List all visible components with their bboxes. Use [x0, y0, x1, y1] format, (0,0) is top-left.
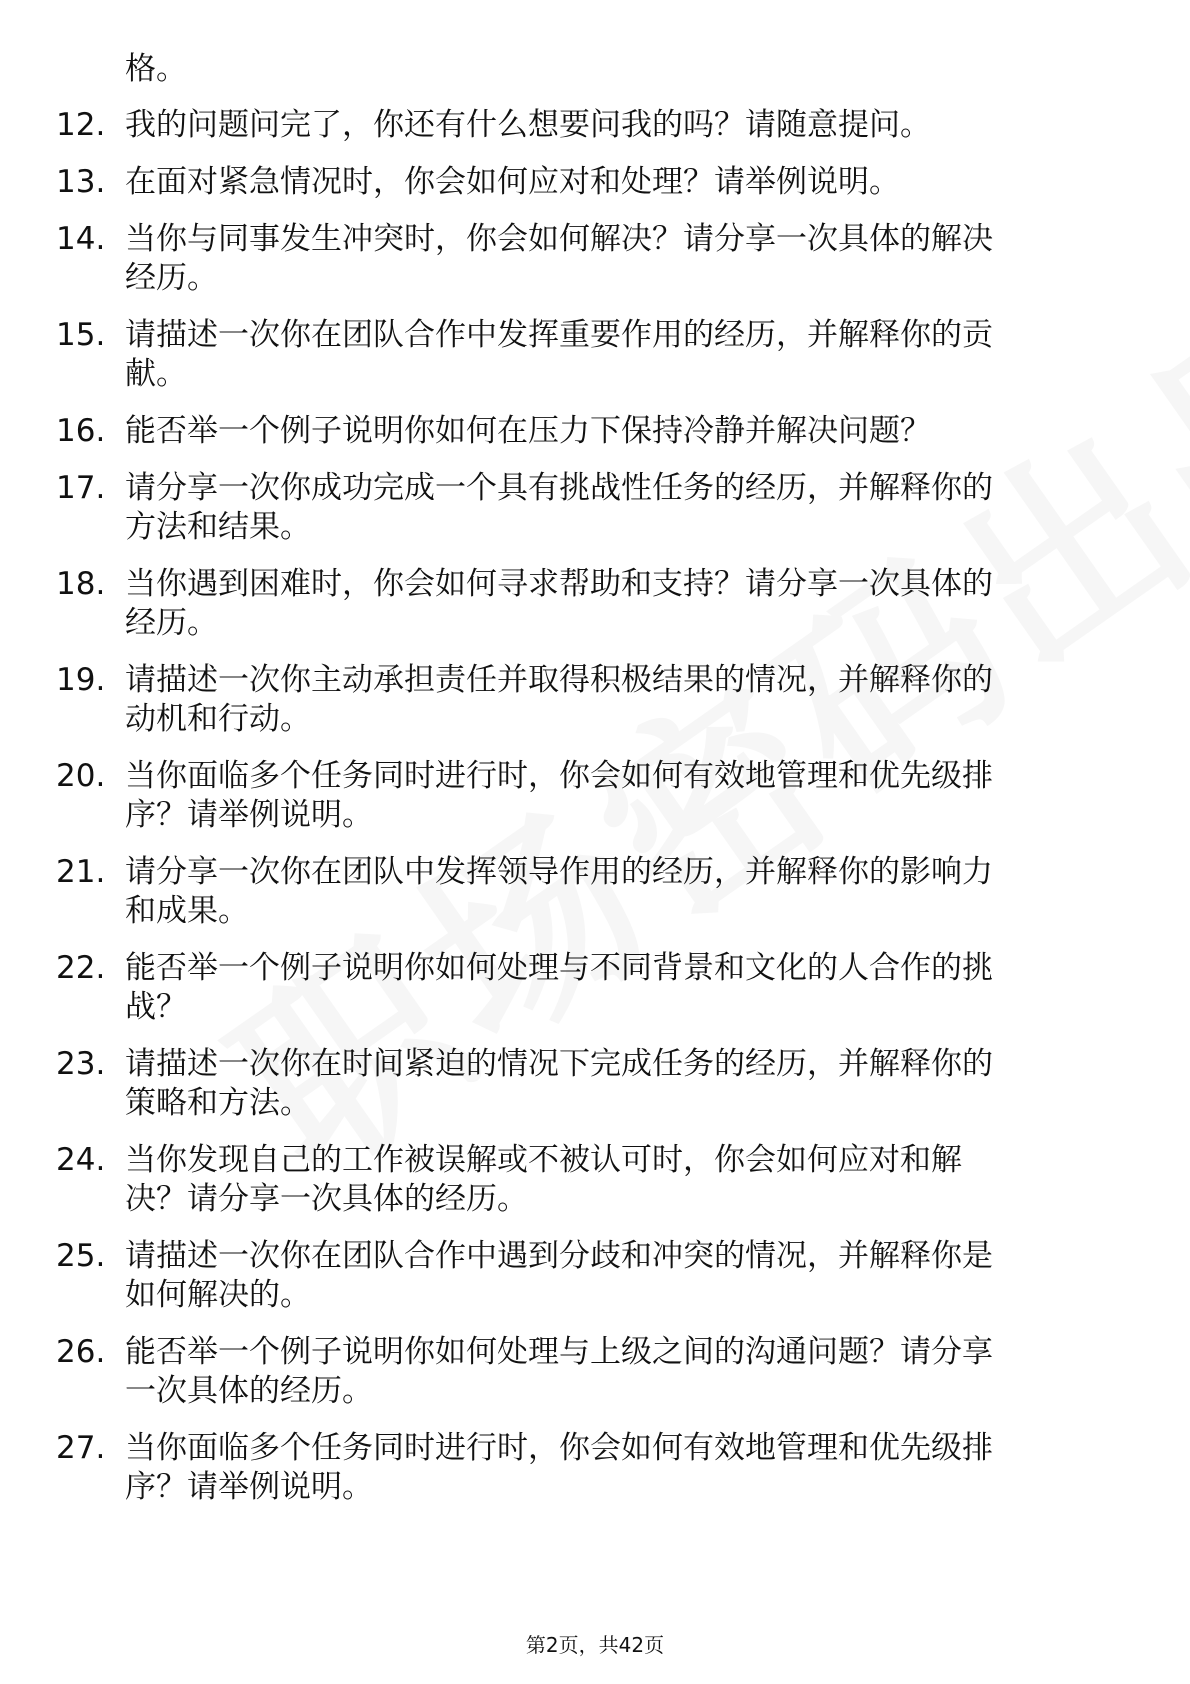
item-number: 27.: [56, 1430, 106, 1466]
item-text: 当你遇到困难时，你会如何寻求帮助和支持？请分享一次具体的: [125, 566, 993, 602]
list-item: [0, 659, 1190, 701]
list-item-continuation: [0, 1370, 1190, 1412]
item-text: 能否举一个例子说明你如何处理与不同背景和文化的人合作的挑: [125, 950, 993, 986]
list-item: [0, 755, 1190, 797]
item-number: 15.: [56, 317, 106, 353]
list-item-continuation: [0, 986, 1190, 1028]
list-item: [0, 1139, 1190, 1181]
list-item: [0, 563, 1190, 605]
list-item-continuation: [0, 1274, 1190, 1316]
item-text: 序？请举例说明。: [125, 1469, 373, 1505]
item-number: 22.: [56, 950, 106, 986]
item-text: 请描述一次你主动承担责任并取得积极结果的情况，并解释你的: [125, 662, 993, 698]
list-item: [0, 851, 1190, 893]
item-text: 请描述一次你在团队合作中遇到分歧和冲突的情况，并解释你是: [125, 1238, 993, 1274]
item-text: 当你面临多个任务同时进行时，你会如何有效地管理和优先级排: [125, 758, 993, 794]
item-text: 能否举一个例子说明你如何处理与上级之间的沟通问题？请分享: [125, 1334, 993, 1370]
item-number: 26.: [56, 1334, 106, 1370]
list-item: [0, 218, 1190, 260]
list-item-continuation: [0, 602, 1190, 644]
item-text: 当你与同事发生冲突时，你会如何解决？请分享一次具体的解决: [125, 221, 993, 257]
list-item-continuation: [0, 890, 1190, 932]
list-item: [0, 467, 1190, 509]
item-text: 请描述一次你在时间紧迫的情况下完成任务的经历，并解释你的: [125, 1046, 993, 1082]
item-text: 请分享一次你成功完成一个具有挑战性任务的经历，并解释你的: [125, 470, 993, 506]
list-item-continuation: [0, 506, 1190, 548]
item-number: 25.: [56, 1238, 106, 1274]
item-text: 动机和行动。: [125, 701, 311, 737]
list-item-continuation: [0, 257, 1190, 299]
item-text: 献。: [125, 356, 187, 392]
item-number: 14.: [56, 221, 106, 257]
item-text: 当你面临多个任务同时进行时，你会如何有效地管理和优先级排: [125, 1430, 993, 1466]
list-item-continuation: [0, 794, 1190, 836]
item-text: 如何解决的。: [125, 1277, 311, 1313]
list-item-continuation: [0, 698, 1190, 740]
item-text: 序？请举例说明。: [125, 797, 373, 833]
list-item: [0, 314, 1190, 356]
item-number: 24.: [56, 1142, 106, 1178]
item-text: 和成果。: [125, 893, 249, 929]
list-item-continuation: [0, 1466, 1190, 1508]
item-text: 在面对紧急情况时，你会如何应对和处理？请举例说明。: [125, 164, 900, 200]
item-number: 21.: [56, 854, 106, 890]
continued-line: [0, 48, 1190, 90]
list-item-continuation: [0, 1082, 1190, 1124]
item-number: 20.: [56, 758, 106, 794]
list-item: [0, 161, 1190, 203]
list-item: [0, 104, 1190, 146]
list-item-continuation: [0, 1178, 1190, 1220]
item-text: 请分享一次你在团队中发挥领导作用的经历，并解释你的影响力: [125, 854, 993, 890]
item-number: 16.: [56, 413, 106, 449]
item-text: 方法和结果。: [125, 509, 311, 545]
list-item: [0, 1235, 1190, 1277]
list-item: [0, 1331, 1190, 1373]
item-number: 23.: [56, 1046, 106, 1082]
list-item: [0, 1427, 1190, 1469]
continued-text: 格。: [125, 51, 187, 87]
item-text: 决？请分享一次具体的经历。: [125, 1181, 528, 1217]
item-text: 我的问题问完了，你还有什么想要问我的吗？请随意提问。: [125, 107, 931, 143]
item-text: 一次具体的经历。: [125, 1373, 373, 1409]
item-number: 18.: [56, 566, 106, 602]
item-text: 当你发现自己的工作被误解或不被认可时，你会如何应对和解: [125, 1142, 962, 1178]
list-item: [0, 1043, 1190, 1085]
item-number: 19.: [56, 662, 106, 698]
item-text: 能否举一个例子说明你如何在压力下保持冷静并解决问题？: [125, 413, 931, 449]
page-footer: 第2页，共42页: [525, 1633, 665, 1657]
item-number: 12.: [56, 107, 106, 143]
item-text: 经历。: [125, 605, 218, 641]
item-text: 策略和方法。: [125, 1085, 311, 1121]
list-item-continuation: [0, 353, 1190, 395]
list-item: [0, 947, 1190, 989]
item-text: 经历。: [125, 260, 218, 296]
list-item: [0, 410, 1190, 452]
item-number: 13.: [56, 164, 106, 200]
item-number: 17.: [56, 470, 106, 506]
item-text: 请描述一次你在团队合作中发挥重要作用的经历，并解释你的贡: [125, 317, 993, 353]
item-text: 战？: [125, 989, 187, 1025]
